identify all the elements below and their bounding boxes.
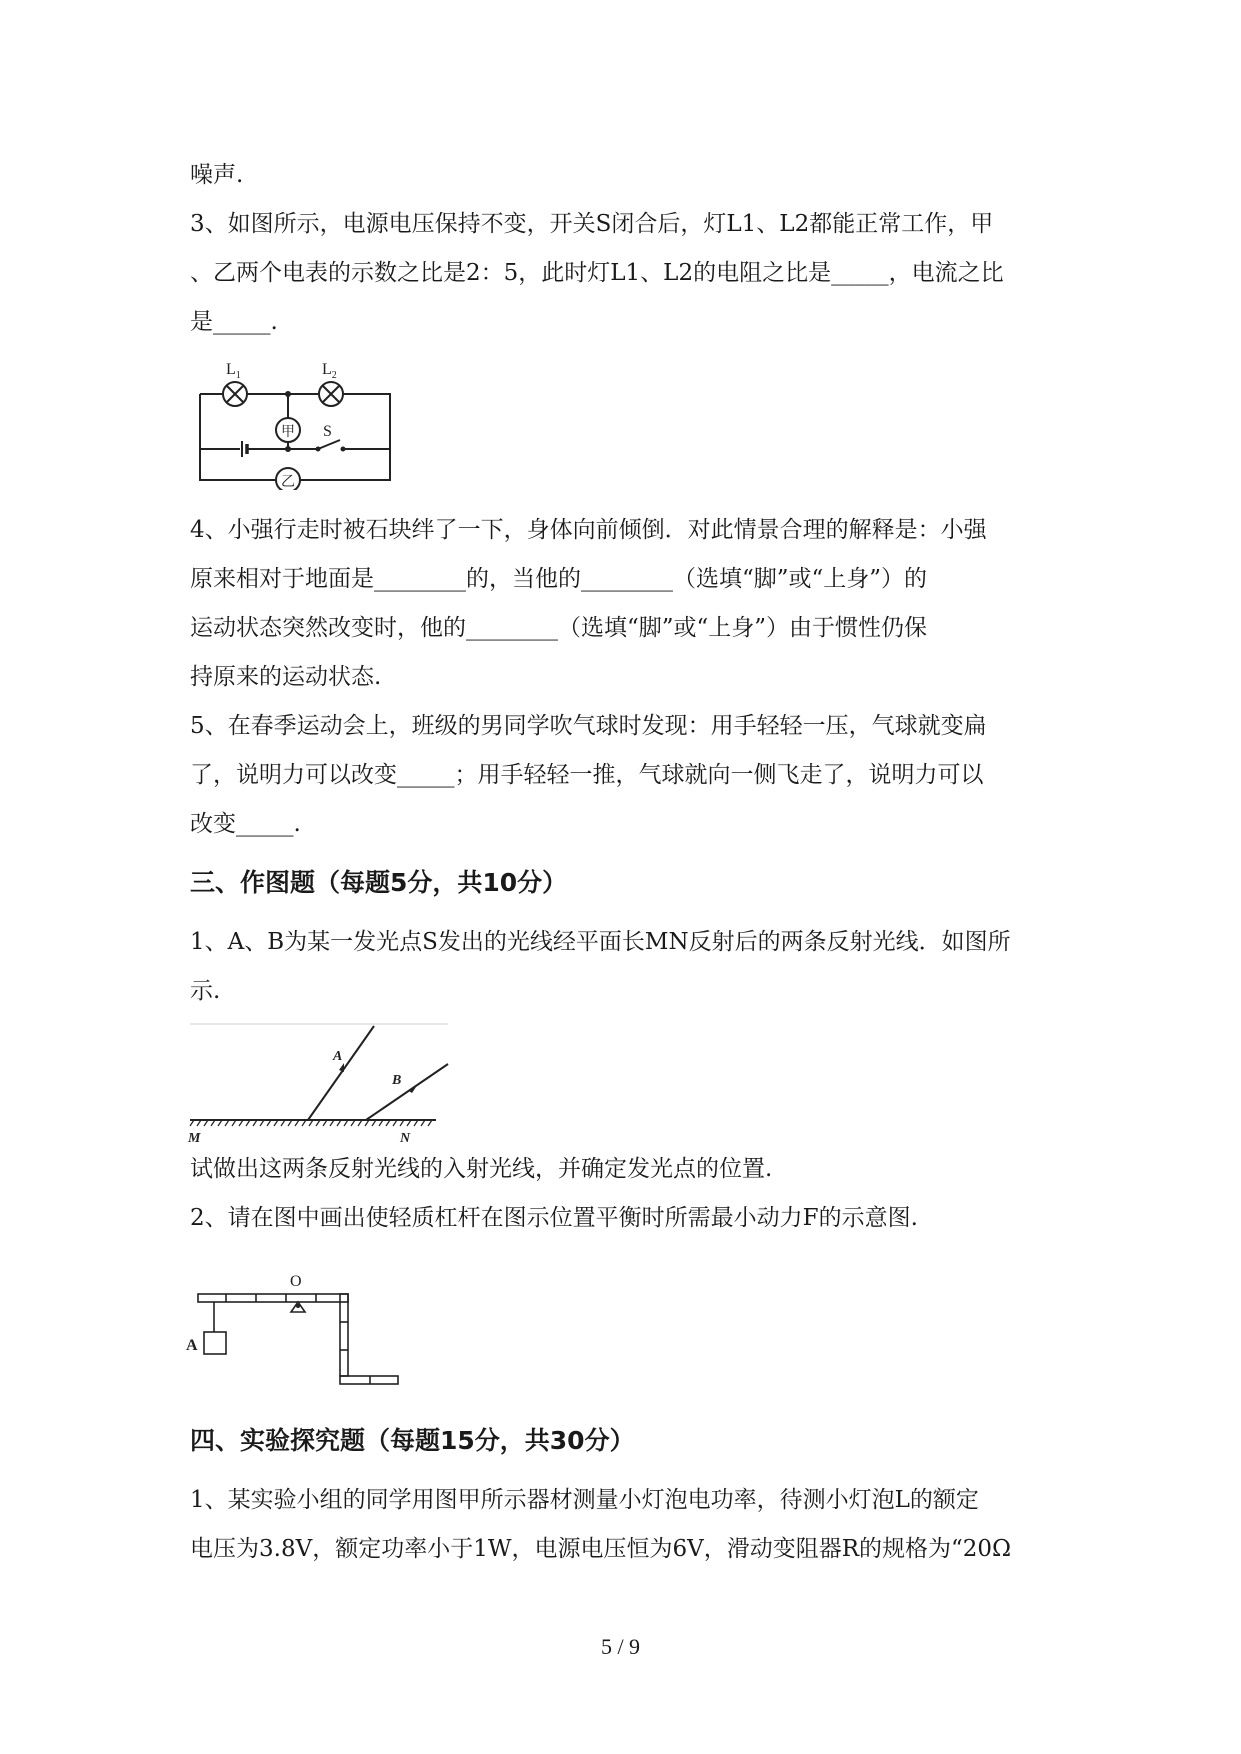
circuit-figure — [190, 352, 400, 490]
pivot-o-label: O — [290, 1273, 302, 1290]
ray-b-label: B — [392, 1073, 402, 1088]
drawing-question-1-instruction: 试做出这两条反射光线的入射光线，并确定发光点的位置. — [190, 1156, 773, 1182]
mirror-end-n-label: N — [400, 1131, 411, 1145]
ray-a-label: A — [333, 1049, 343, 1064]
section-3-heading: 三、作图题（每题5分，共10分） — [190, 868, 568, 897]
reflected-ray-b — [366, 1064, 448, 1120]
weight-a-label: A — [186, 1337, 198, 1354]
drawing-question-2-line: 2、请在图中画出使轻质杠杆在图示位置平衡时所需最小动力F的示意图. — [190, 1205, 918, 1231]
question-4-line-1: 4、小强行走时被石块绊了一下，身体向前倾倒．对此情景合理的解释是：小强 — [190, 517, 987, 543]
lamp-1-label: $L_1$ — [226, 361, 241, 381]
lamp-2-label: $L_2$ — [322, 361, 337, 381]
meter-jia-label: 甲 — [281, 424, 295, 440]
switch-label: S — [323, 423, 332, 440]
question-3-line-3: 是_____. — [190, 309, 278, 335]
experiment-question-1-line-1: 1、某实验小组的同学用图甲所示器材测量小灯泡电功率，待测小灯泡L的额定 — [190, 1487, 979, 1513]
mirror-reflection-figure — [186, 1020, 456, 1145]
question-5-line-1: 5、在春季运动会上，班级的男同学吹气球时发现：用手轻轻一压，气球就变扁 — [190, 713, 987, 739]
mirror-end-m-label: M — [188, 1131, 201, 1145]
section-4-heading: 四、实验探究题（每题15分，共30分） — [190, 1426, 635, 1455]
experiment-question-1-line-2: 电压为3.8V，额定功率小于1W，电源电压恒为6V，滑动变阻器R的规格为“20Ω — [190, 1536, 1012, 1562]
question-3-line-2: 、乙两个电表的示数之比是2：5，此时灯L1、L2的电阻之比是_____，电流之比 — [190, 260, 1004, 286]
drawing-question-1-line-2: 示. — [190, 978, 221, 1004]
question-5-line-3: 改变_____. — [190, 811, 301, 837]
question-5-line-2: 了，说明力可以改变_____；用手轻轻一推，气球就向一侧飞走了，说明力可以 — [190, 762, 984, 788]
drawing-question-1-line-1: 1、A、B为某一发光点S发出的光线经平面长MN反射后的两条反射光线．如图所 — [190, 929, 1011, 955]
ray-a-arrow — [339, 1063, 344, 1072]
lever-figure — [186, 1262, 406, 1390]
question-3-line-1: 3、如图所示，电源电压保持不变，开关S闭合后，灯L1、L2都能正常工作，甲 — [190, 211, 994, 237]
page-number: 5 / 9 — [600, 1634, 641, 1659]
text-line: 噪声. — [190, 162, 244, 188]
reflected-ray-a — [308, 1026, 374, 1120]
question-4-line-3: 运动状态突然改变时，他的________（选填“脚”或“上身”）由于惯性仍保 — [190, 615, 928, 641]
question-4-line-2: 原来相对于地面是________的，当他的________（选填“脚”或“上身”）的 — [190, 566, 928, 592]
meter-yi-label: 乙 — [281, 474, 295, 490]
question-4-line-4: 持原来的运动状态. — [190, 664, 382, 690]
